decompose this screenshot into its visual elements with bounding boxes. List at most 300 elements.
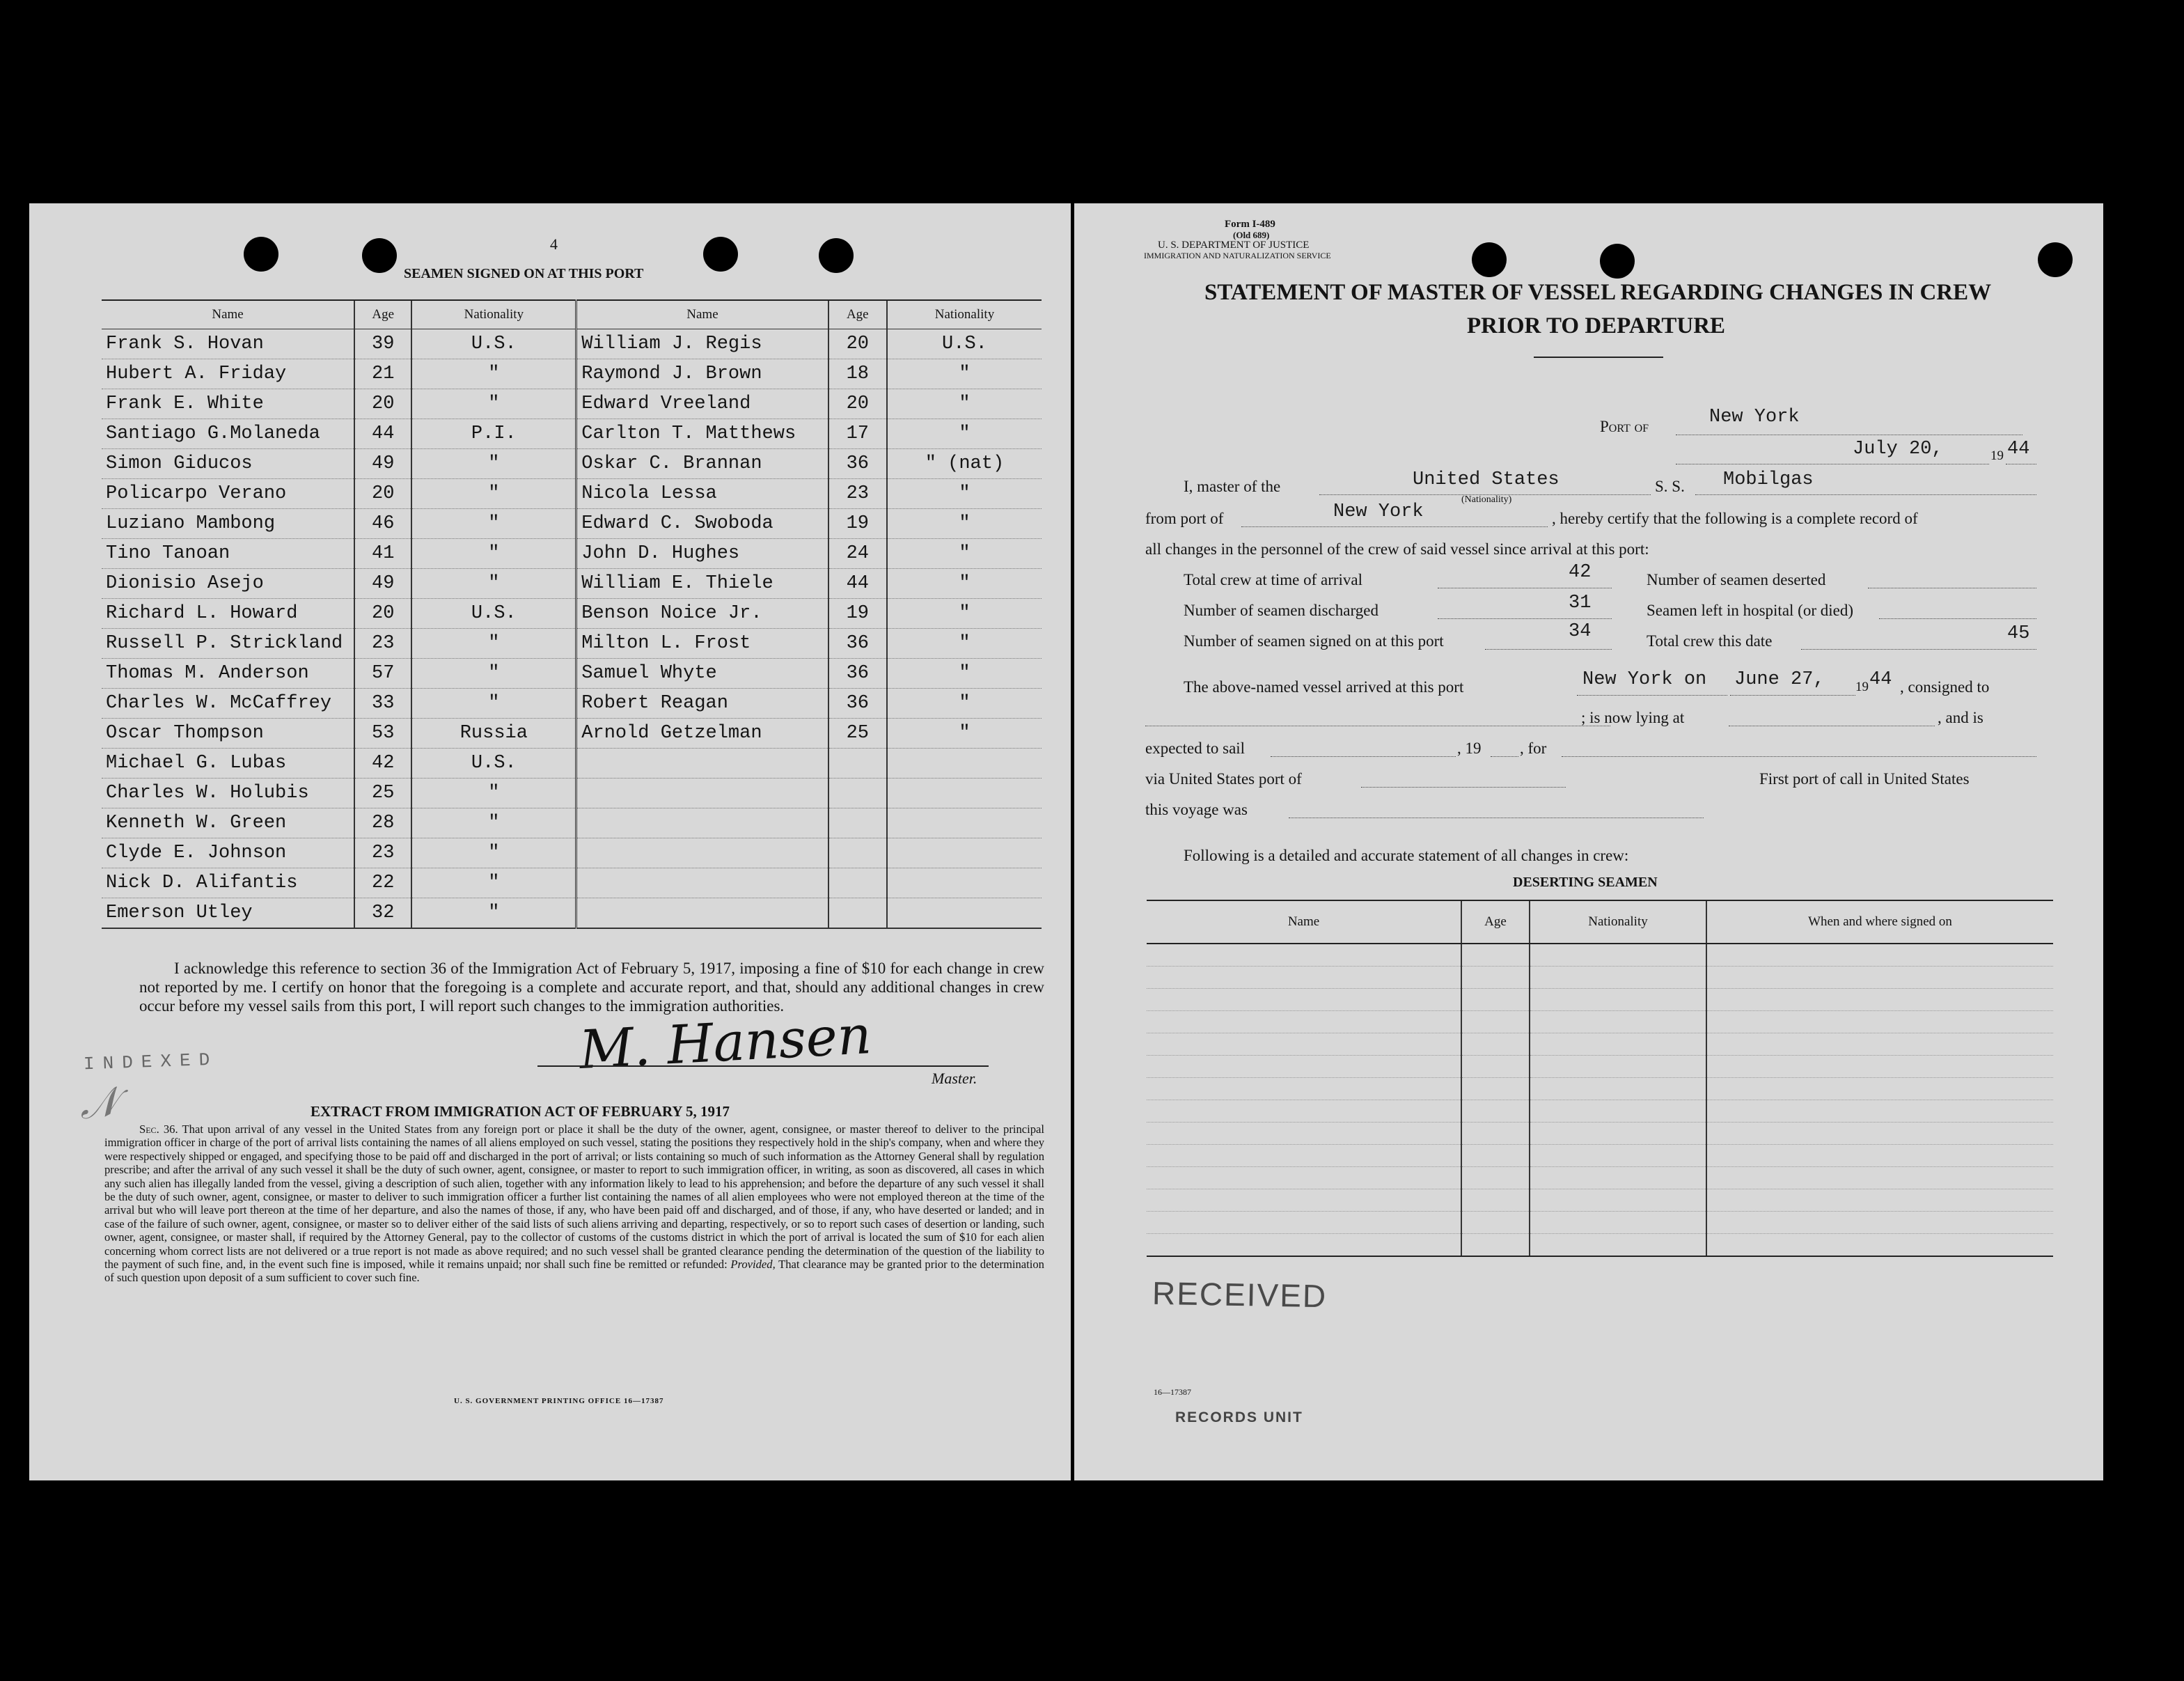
crew-nationality: [887, 868, 1042, 898]
crew-nationality: Russia: [411, 719, 576, 749]
empty-cell: [1530, 1078, 1706, 1100]
table-header: [102, 300, 1042, 329]
crew-name: Santiago G.Molaneda: [102, 419, 354, 449]
via-label: via United States port of: [1145, 770, 1302, 788]
empty-cell: [1147, 1234, 1461, 1257]
crew-age: 39: [354, 329, 411, 359]
crew-age: 28: [354, 808, 411, 838]
crew-name: [576, 749, 828, 779]
empty-cell: [1461, 944, 1530, 967]
crew-nationality: ": [887, 599, 1042, 629]
table-row: [102, 419, 1042, 449]
crew-age: 24: [828, 539, 887, 569]
crew-name: [576, 779, 828, 808]
extract-proviso: Provided,: [730, 1258, 776, 1272]
form-old-number: (Old 689): [1233, 230, 1270, 240]
crew-age: 21: [354, 359, 411, 389]
column-nationality: Nationality: [411, 300, 576, 329]
table-header: [1147, 900, 2053, 944]
crew-nationality: ": [411, 359, 576, 389]
consigned-label: , consigned to: [1900, 678, 1990, 696]
crew-nationality: ": [411, 898, 576, 929]
table-row: [102, 808, 1042, 838]
crew-name: Arnold Getzelman: [576, 719, 828, 749]
table-row: [1147, 1011, 2053, 1033]
indexed-initials: 𝒩: [77, 1077, 120, 1129]
crew-nationality: ": [887, 689, 1042, 719]
crew-nationality: ": [887, 659, 1042, 689]
empty-cell: [1461, 989, 1530, 1011]
total-crew-arrival-label: Total crew at time of arrival: [1184, 571, 1363, 588]
date-value: July 20,: [1853, 439, 1943, 460]
empty-cell: [1530, 1123, 1706, 1145]
empty-cell: [1461, 1033, 1530, 1056]
crew-name: Simon Giducos: [102, 449, 354, 479]
crew-age: 49: [354, 569, 411, 599]
empty-cell: [1461, 1145, 1530, 1167]
table-row: [1147, 1212, 2053, 1234]
ss-label: S. S.: [1655, 478, 1685, 495]
crew-age: 20: [354, 389, 411, 419]
crew-age: 20: [828, 329, 887, 359]
crew-name: Raymond J. Brown: [576, 359, 828, 389]
table-row: [102, 599, 1042, 629]
crew-nationality: U.S.: [411, 329, 576, 359]
empty-cell: [1147, 967, 1461, 989]
crew-age: 33: [354, 689, 411, 719]
table-row: [1147, 944, 2053, 967]
crew-name: Samuel Whyte: [576, 659, 828, 689]
crew-age: 41: [354, 539, 411, 569]
empty-cell: [1530, 1033, 1706, 1056]
from-port-value: New York: [1333, 501, 1424, 522]
punch-hole: [244, 237, 278, 272]
empty-cell: [1147, 1011, 1461, 1033]
crew-age: [828, 838, 887, 868]
extract-title: EXTRACT FROM IMMIGRATION ACT OF FEBRUARY 5, 1917: [311, 1103, 730, 1120]
expected-year-line: [1491, 756, 1518, 757]
table-row: [102, 329, 1042, 359]
table-row: [102, 449, 1042, 479]
crew-age: [828, 749, 887, 779]
empty-cell: [1706, 1011, 2053, 1033]
crew-age: 22: [354, 868, 411, 898]
crew-nationality: ": [411, 479, 576, 509]
deserting-heading: DESERTING SEAMEN: [1513, 875, 1658, 890]
empty-cell: [1147, 1078, 1461, 1100]
discharged-line: [1438, 618, 1612, 619]
crew-nationality: ": [411, 808, 576, 838]
crew-nationality: ": [887, 539, 1042, 569]
punch-hole: [819, 238, 854, 273]
crew-name: Robert Reagan: [576, 689, 828, 719]
crew-nationality: ": [411, 569, 576, 599]
right-page: [1074, 203, 2103, 1480]
crew-name: William E. Thiele: [576, 569, 828, 599]
punch-hole: [362, 238, 397, 273]
crew-age: 25: [354, 779, 411, 808]
column-when-where: When and where signed on: [1706, 900, 2053, 944]
crew-nationality: [887, 898, 1042, 929]
port-of-value: New York: [1709, 407, 1800, 428]
extract-body: [104, 1123, 1044, 1285]
table-row: [102, 479, 1042, 509]
table-row: [102, 629, 1042, 659]
crew-age: 36: [828, 689, 887, 719]
hospital-line: [1879, 618, 2036, 619]
crew-age: 20: [354, 479, 411, 509]
empty-cell: [1530, 1212, 1706, 1234]
discharged-label: Number of seamen discharged: [1184, 602, 1378, 619]
crew-age: 25: [828, 719, 887, 749]
crew-name: Michael G. Lubas: [102, 749, 354, 779]
nationality-value: United States: [1413, 469, 1560, 490]
crew-age: 36: [828, 629, 887, 659]
column-name: Name: [102, 300, 354, 329]
crew-nationality: ": [887, 509, 1042, 539]
table-row: [102, 689, 1042, 719]
crew-name: John D. Hughes: [576, 539, 828, 569]
crew-nationality: ": [411, 539, 576, 569]
crew-nationality: ": [411, 779, 576, 808]
extract-text: That upon arrival of any vessel in the United States from any foreign port or place it shall be the duty of the owner, agent, consignee, or master thereof to deliver to the principal immigration officer in charge of the port of arrival lists containing the names of all aliens employed on such vessel, stating the positions they respectively hold in the ship's company, when and where they were respectively shipped or engaged, and specifying those to be paid off and discharged in the port of arrival; or lists containing so much of such information as the Attorney General shall by regulation prescribe; and after the arrival of any such vessel it shall be the duty of such owner, agent, consignee, or master to report to such immigration officer, in writing, as soon as discovered, all cases in which any such alien has illegally landed from the vessel, giving a description of such alien, together with any information likely to lead to his apprehension; and before the departure of any such vessel it shall be the duty of such owner, agent, consignee, or master to deliver to such immigration officer a further list containing the names of all alien employees who were not employed thereon at the time of the arrival but who will leave port thereon at the time of her departure, and also the names of those, if any, who have been paid off and discharged, and of those, if any, who have deserted or landed; and in case of the failure of such owner, agent, consignee, or master so to deliver either of the said lists of such aliens arriving and departing, respectively, or so to report such cases of desertion or landing, such owner, agent, consignee, or master shall, if required by the Attorney General, pay to the collector of customs of the customs district in which the port of arrival is located the sum of $10 for each alien concerning whom correct lists are not delivered or a true report is not made as above required; and no such vessel shall be granted clearance pending the determination of the question of the liability to the payment of such fine, and, in the event such fine is imposed, while it remains unpaid; nor shall such fine be remitted or refunded:: [104, 1123, 1045, 1272]
table-row: [102, 569, 1042, 599]
total-crew-date-line: [1801, 649, 2036, 650]
table-row: [1147, 1078, 2053, 1100]
crew-age: 57: [354, 659, 411, 689]
crew-name: Thomas M. Anderson: [102, 659, 354, 689]
table-row: [1147, 1167, 2053, 1189]
left-page: [29, 203, 1071, 1480]
table-row: [1147, 1189, 2053, 1212]
crew-nationality: " (nat): [887, 449, 1042, 479]
total-crew-date-label: Total crew this date: [1647, 632, 1773, 650]
first-port-label: First port of call in United States: [1759, 770, 1970, 788]
via-line: [1361, 787, 1566, 788]
deserting-seamen-table: [1147, 900, 2053, 1257]
crew-nationality: ": [411, 509, 576, 539]
for-label: , for: [1520, 740, 1547, 757]
empty-cell: [1530, 1011, 1706, 1033]
crew-name: [576, 868, 828, 898]
nationality-caption: (Nationality): [1461, 494, 1512, 505]
crew-name: Carlton T. Matthews: [576, 419, 828, 449]
empty-cell: [1706, 1212, 2053, 1234]
punch-hole: [2038, 242, 2073, 277]
crew-name: Edward C. Swoboda: [576, 509, 828, 539]
crew-nationality: U.S.: [887, 329, 1042, 359]
empty-cell: [1461, 1078, 1530, 1100]
empty-cell: [1461, 1011, 1530, 1033]
expected-year-prefix: , 19: [1457, 740, 1482, 757]
empty-cell: [1147, 1212, 1461, 1234]
crew-nationality: [887, 749, 1042, 779]
table-row: [102, 659, 1042, 689]
crew-age: 46: [354, 509, 411, 539]
crew-age: [828, 779, 887, 808]
printing-office: U. S. GOVERNMENT PRINTING OFFICE 16—17387: [454, 1397, 664, 1405]
empty-cell: [1461, 1234, 1530, 1257]
table-row: [102, 838, 1042, 868]
empty-cell: [1706, 967, 2053, 989]
crew-name: Edward Vreeland: [576, 389, 828, 419]
crew-nationality: ": [887, 419, 1042, 449]
empty-cell: [1147, 1056, 1461, 1078]
empty-cell: [1706, 1100, 2053, 1123]
records-unit-stamp: RECORDS UNIT: [1175, 1409, 1303, 1425]
empty-cell: [1147, 1033, 1461, 1056]
crew-name: Richard L. Howard: [102, 599, 354, 629]
crew-nationality: U.S.: [411, 599, 576, 629]
empty-cell: [1530, 1145, 1706, 1167]
table-row: [102, 509, 1042, 539]
empty-cell: [1147, 1145, 1461, 1167]
crew-nationality: [887, 779, 1042, 808]
and-is-label: , and is: [1938, 709, 1983, 726]
crew-age: [828, 898, 887, 929]
empty-cell: [1530, 1189, 1706, 1212]
crew-age: 32: [354, 898, 411, 929]
crew-nationality: ": [411, 629, 576, 659]
crew-age: 18: [828, 359, 887, 389]
empty-cell: [1706, 1033, 2053, 1056]
discharged-value: 31: [1569, 593, 1592, 613]
crew-nationality: ": [411, 389, 576, 419]
crew-nationality: ": [411, 838, 576, 868]
empty-cell: [1147, 1100, 1461, 1123]
crew-age: 23: [354, 629, 411, 659]
crew-nationality: ": [887, 359, 1042, 389]
column-name: Name: [1147, 900, 1461, 944]
table-row: [102, 749, 1042, 779]
crew-name: Russell P. Strickland: [102, 629, 354, 659]
signed-on-line: [1485, 649, 1612, 650]
table-row: [1147, 1234, 2053, 1257]
crew-age: [828, 808, 887, 838]
crew-nationality: ": [887, 389, 1042, 419]
empty-cell: [1706, 1167, 2053, 1189]
empty-cell: [1530, 1056, 1706, 1078]
crew-age: 20: [828, 389, 887, 419]
crew-name: Benson Noice Jr.: [576, 599, 828, 629]
column-age: Age: [1461, 900, 1530, 944]
crew-age: 44: [828, 569, 887, 599]
certify-text: , hereby certify that the following is a complete record of: [1552, 510, 1918, 527]
arrived-year: 44: [1869, 669, 1892, 690]
table-row: [1147, 1056, 2053, 1078]
crew-name: Hubert A. Friday: [102, 359, 354, 389]
crew-nationality: P.I.: [411, 419, 576, 449]
year-value: 44: [2007, 439, 2030, 460]
crew-nationality: U.S.: [411, 749, 576, 779]
arrived-date-line: [1730, 695, 1855, 696]
extract-tail: That clearance may be granted prior to the determination of such question upon deposit of a sum sufficient to cover such fine.: [104, 1258, 1044, 1285]
empty-cell: [1147, 944, 1461, 967]
crew-age: 17: [828, 419, 887, 449]
section-heading: SEAMEN SIGNED ON AT THIS PORT: [404, 266, 644, 281]
crew-nationality: ": [411, 868, 576, 898]
empty-cell: [1706, 1189, 2053, 1212]
crew-name: [576, 898, 828, 929]
empty-cell: [1706, 1056, 2053, 1078]
arrived-port-line: [1577, 695, 1727, 696]
table-row: [102, 779, 1042, 808]
crew-name: [576, 808, 828, 838]
crew-name: Frank E. White: [102, 389, 354, 419]
column-nationality: Nationality: [1530, 900, 1706, 944]
empty-cell: [1706, 1123, 2053, 1145]
seamen-signed-on-table: [102, 299, 1042, 929]
empty-cell: [1461, 1100, 1530, 1123]
empty-cell: [1461, 1167, 1530, 1189]
column-age: Age: [354, 300, 411, 329]
department: U. S. DEPARTMENT OF JUSTICE: [1158, 240, 1310, 251]
from-port-label: from port of: [1145, 510, 1224, 527]
empty-cell: [1461, 1123, 1530, 1145]
ship-name-line: [1695, 494, 2036, 495]
crew-name: William J. Regis: [576, 329, 828, 359]
master-signature: M. Hansen: [577, 1003, 873, 1081]
table-row: [102, 539, 1042, 569]
crew-nationality: [887, 838, 1042, 868]
footer-code: 16—17387: [1154, 1387, 1191, 1397]
table-row: [102, 719, 1042, 749]
crew-age: 49: [354, 449, 411, 479]
empty-cell: [1530, 989, 1706, 1011]
total-crew-date: 45: [2007, 623, 2030, 644]
page-number: 4: [550, 235, 558, 253]
crew-name: Charles W. Holubis: [102, 779, 354, 808]
crew-age: 23: [354, 838, 411, 868]
form-title: STATEMENT OF MASTER OF VESSEL REGARDING CHANGES IN CREW: [1204, 280, 1992, 305]
empty-cell: [1706, 944, 2053, 967]
empty-cell: [1530, 1167, 1706, 1189]
empty-cell: [1461, 967, 1530, 989]
empty-cell: [1147, 1123, 1461, 1145]
form-subtitle: PRIOR TO DEPARTURE: [1467, 313, 1726, 338]
empty-cell: [1530, 944, 1706, 967]
crew-name: Emerson Utley: [102, 898, 354, 929]
form-number: Form I-489: [1225, 219, 1275, 230]
port-of-label: Port of: [1600, 418, 1649, 435]
table-row: [1147, 967, 2053, 989]
crew-name: Oskar C. Brannan: [576, 449, 828, 479]
crew-age: 19: [828, 509, 887, 539]
crew-name: Milton L. Frost: [576, 629, 828, 659]
empty-cell: [1461, 1189, 1530, 1212]
crew-name: Luziano Mambong: [102, 509, 354, 539]
empty-cell: [1147, 989, 1461, 1011]
voyage-label: this voyage was: [1145, 801, 1248, 818]
empty-cell: [1530, 967, 1706, 989]
crew-age: 36: [828, 659, 887, 689]
signed-on-label: Number of seamen signed on at this port: [1184, 632, 1444, 650]
master-label: Master.: [932, 1070, 977, 1087]
master-of-the-label: I, master of the: [1184, 478, 1281, 495]
received-stamp: RECEIVED: [1152, 1274, 1328, 1315]
table-row: [102, 389, 1042, 419]
lying-label: ; is now lying at: [1581, 709, 1685, 726]
crew-nationality: ": [887, 629, 1042, 659]
crew-nationality: ": [411, 689, 576, 719]
table-row: [102, 359, 1042, 389]
table-row: [1147, 1033, 2053, 1056]
hospital-label: Seamen left in hospital (or died): [1647, 602, 1854, 619]
empty-cell: [1706, 1145, 2053, 1167]
destination-line: [1562, 756, 2036, 757]
table-row: [102, 898, 1042, 929]
crew-name: Dionisio Asejo: [102, 569, 354, 599]
service: IMMIGRATION AND NATURALIZATION SERVICE: [1144, 251, 1331, 260]
crew-name: Nick D. Alifantis: [102, 868, 354, 898]
acknowledgment-text: I acknowledge this reference to section 36 of the Immigration Act of February 5, 1917, imposing a fine of $10 for each change in crew not reported by me. I certify on honor that the foregoing is a complete and accurate report, and that, should any additional changes in crew occur before my vessel sails from this port, I will report such changes to the immigration authorities.: [139, 960, 1044, 1015]
crew-name: Clyde E. Johnson: [102, 838, 354, 868]
crew-age: 42: [354, 749, 411, 779]
table-row: [102, 868, 1042, 898]
crew-name: Oscar Thompson: [102, 719, 354, 749]
crew-name: Policarpo Verano: [102, 479, 354, 509]
crew-name: [576, 838, 828, 868]
crew-nationality: ": [887, 719, 1042, 749]
from-port-line: [1241, 526, 1548, 527]
column-nationality: Nationality: [887, 300, 1042, 329]
ship-name: Mobilgas: [1723, 469, 1814, 490]
crew-age: 23: [828, 479, 887, 509]
punch-hole: [1472, 242, 1507, 277]
crew-name: Charles W. McCaffrey: [102, 689, 354, 719]
crew-name: Tino Tanoan: [102, 539, 354, 569]
expected-date-line: [1271, 756, 1456, 757]
table-row: [1147, 1145, 2053, 1167]
extract-lead: Sec. 36.: [139, 1123, 178, 1136]
year-prefix: 19: [1990, 448, 2004, 463]
crew-nationality: ": [411, 659, 576, 689]
punch-hole: [1600, 244, 1635, 279]
empty-cell: [1530, 1100, 1706, 1123]
column-name: Name: [576, 300, 828, 329]
empty-cell: [1706, 1078, 2053, 1100]
crew-age: [828, 868, 887, 898]
indexed-stamp: INDEXED: [83, 1049, 219, 1075]
crew-nationality: ": [887, 569, 1042, 599]
empty-cell: [1461, 1212, 1530, 1234]
crew-age: 19: [828, 599, 887, 629]
signature-line: [537, 1065, 989, 1067]
crew-nationality: ": [887, 479, 1042, 509]
certify-text-2: all changes in the personnel of the crew of said vessel since arrival at this port:: [1145, 540, 1649, 558]
empty-cell: [1461, 1056, 1530, 1078]
total-crew-arrival: 42: [1569, 562, 1592, 583]
crew-name: Frank S. Hovan: [102, 329, 354, 359]
crew-name: Kenneth W. Green: [102, 808, 354, 838]
title-rule: [1534, 357, 1663, 358]
punch-hole: [703, 237, 738, 272]
column-age: Age: [828, 300, 887, 329]
crew-name: Nicola Lessa: [576, 479, 828, 509]
table-row: [1147, 1123, 2053, 1145]
arrived-label: The above-named vessel arrived at this port: [1184, 678, 1464, 696]
crew-age: 44: [354, 419, 411, 449]
expected-label: expected to sail: [1145, 740, 1246, 757]
signed-on-value: 34: [1569, 621, 1592, 642]
crew-nationality: ": [411, 449, 576, 479]
deserted-label: Number of seamen deserted: [1647, 571, 1826, 588]
empty-cell: [1706, 989, 2053, 1011]
table-row: [1147, 989, 2053, 1011]
arrived-date: June 27,: [1734, 669, 1825, 690]
arrived-year-prefix: 19: [1855, 680, 1869, 694]
table-row: [1147, 1100, 2053, 1123]
